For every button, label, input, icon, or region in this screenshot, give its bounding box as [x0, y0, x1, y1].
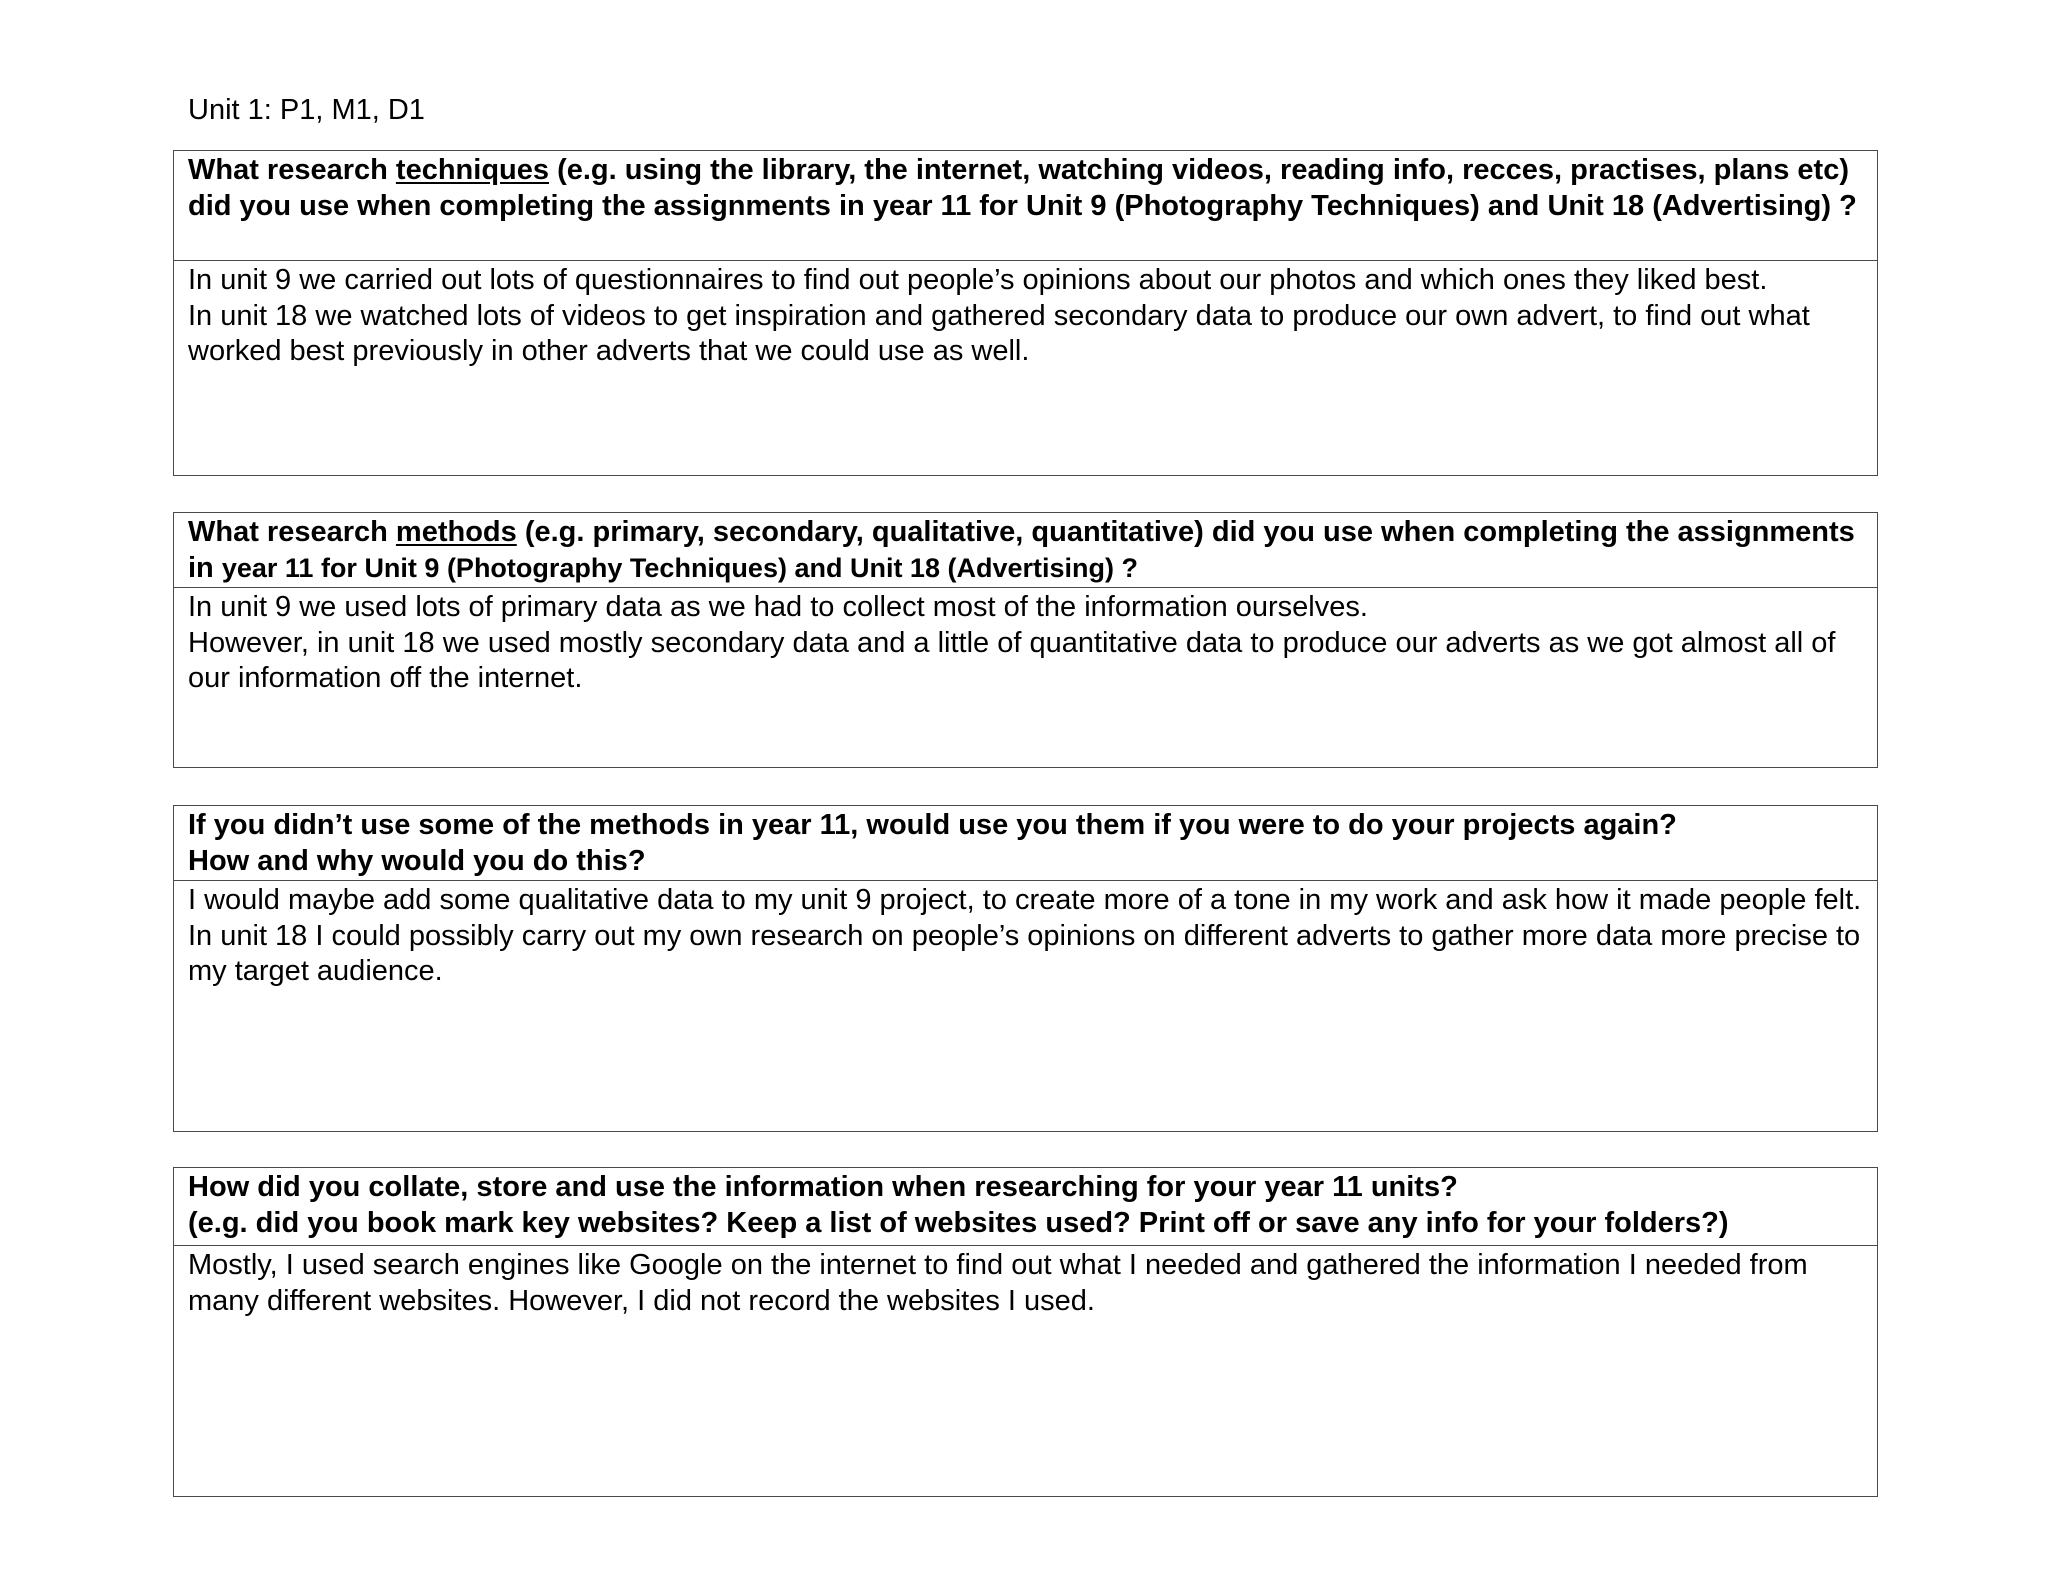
answer-paragraph: In unit 9 we used lots of primary data as we had to collect most of the information ourselves.: [188, 591, 1368, 623]
research-methods-answer: [174, 588, 1877, 697]
document-title: Unit 1: P1, M1, D1: [188, 94, 425, 126]
question-text: (e.g. primary, secondary, qualitative, quantitative) did you use when completing the assignments in: [188, 516, 1855, 584]
research-methods-box: [173, 512, 1878, 768]
question-keyword: techniques: [395, 154, 550, 186]
information-storage-box: [173, 1167, 1878, 1497]
answer-paragraph: In unit 18 we watched lots of videos to get inspiration and gathered secondary data to produce our own advert, to find out what worked best previously in other adverts that we could use as well.: [188, 299, 1810, 367]
answer-paragraph: In unit 9 we carried out lots of questionnaires to find out people’s opinions about our photos and which ones they liked best.: [188, 264, 1768, 296]
information-storage-question: [174, 1168, 1877, 1246]
answer-paragraph: I would maybe add some qualitative data to my unit 9 project, to create more of a tone in my work and ask how it made people felt. In unit 18 I could possibly carry out my own research on people’s opinions on different adverts to gather more data more precise to my target audience.: [188, 884, 1862, 987]
question-text: (e.g. using the library, the internet, watching videos, reading info, recces, practises, plans etc) did you use when completing the assignments in year 11 for Unit 9 (Photography Techniques) and Unit 18 (Advertising) ?: [188, 154, 1857, 222]
methods-reflection-box: [173, 805, 1878, 1132]
research-techniques-question: [174, 151, 1877, 261]
research-techniques-box: [173, 150, 1878, 476]
question-line: If you didn’t use some of the methods in year 11, would use you them if you were to do your projects again?: [188, 809, 1677, 841]
question-text: What research: [188, 516, 396, 548]
research-techniques-answer: [174, 261, 1877, 370]
information-storage-answer: [174, 1246, 1877, 1319]
question-line: How and why would you do this?: [188, 844, 646, 877]
answer-paragraph: Mostly, I used search engines like Google on the internet to find out what I needed and gathered the information I needed from many different websites. However, I did not record the websites I used.: [188, 1249, 1808, 1317]
question-text: What research: [188, 154, 396, 186]
research-methods-question: [174, 513, 1877, 588]
answer-paragraph: However, in unit 18 we used mostly secondary data and a little of quantitative data to produce our adverts as we got almost all of our information off the internet.: [188, 626, 1836, 694]
question-text: year 11 for Unit 9 (Photography Techniques) and Unit 18 (Advertising) ?: [221, 552, 1138, 583]
question-keyword: methods: [395, 516, 517, 548]
question-line: How did you collate, store and use the information when researching for your year 11 units?: [188, 1171, 1458, 1203]
methods-reflection-answer: [174, 881, 1877, 990]
methods-reflection-question: [174, 806, 1877, 881]
question-line: (e.g. did you book mark key websites? Keep a list of websites used? Print off or save any info for your folders?): [188, 1206, 1729, 1239]
